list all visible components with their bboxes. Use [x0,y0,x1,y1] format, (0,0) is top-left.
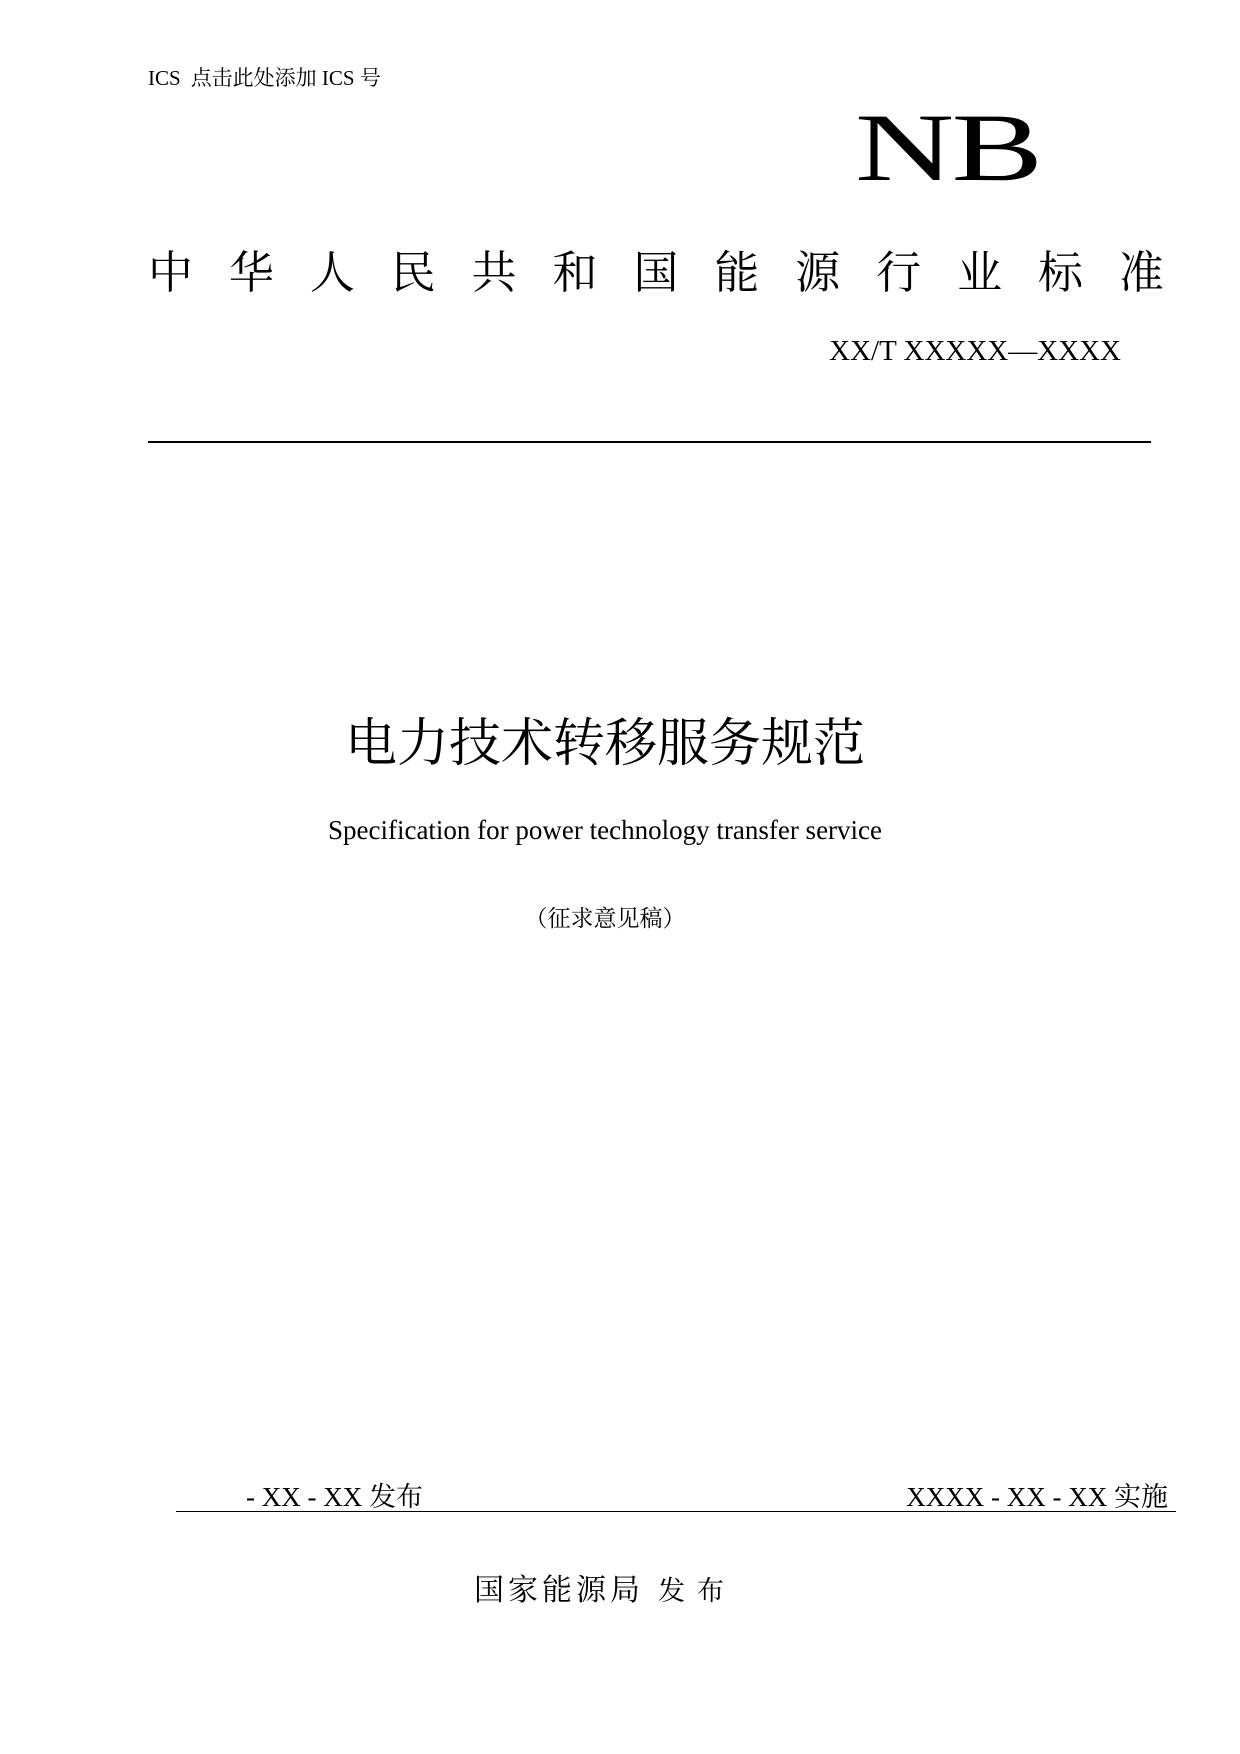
standard-type-char: 华 [228,246,274,299]
nb-logo: NB [855,94,1041,202]
standard-type-char: 国 [633,246,679,299]
standard-number: XX/T XXXXX—XXXX [829,335,1121,367]
document-title-chinese: 电力技术转移服务规范 [344,714,865,774]
standard-type-char: 业 [957,246,1003,299]
issue-date: - XX - XX 发布 [246,1482,423,1512]
standard-type-char: 能 [714,246,760,299]
standard-type-char: 民 [390,246,436,299]
standard-type-char: 行 [876,246,922,299]
standard-type-char: 和 [552,246,598,299]
draft-status: （征求意见稿） [524,906,686,932]
standard-type-char: 源 [795,246,841,299]
header-divider [148,441,1151,443]
standard-type-char: 准 [1118,246,1164,299]
publisher-org: 国家能源局 [474,1573,644,1608]
standard-type-char: 标 [1037,246,1083,299]
standard-type-char: 人 [309,246,355,299]
standard-type-char: 中 [148,246,194,299]
publisher-line [0,1565,1210,1609]
publisher-action: 发布 [658,1576,736,1607]
ics-placeholder-field[interactable]: 点击此处添加 ICS 号 [190,66,381,90]
footer-divider [176,1511,1176,1512]
standard-type-char: 共 [471,246,517,299]
standard-type-heading [148,246,1164,300]
implementation-date: XXXX - XX - XX 实施 [906,1482,1168,1512]
ics-label: ICS [148,66,181,90]
ics-line [148,62,381,92]
document-title-english: Specification for power technology transfer service [327,815,883,845]
